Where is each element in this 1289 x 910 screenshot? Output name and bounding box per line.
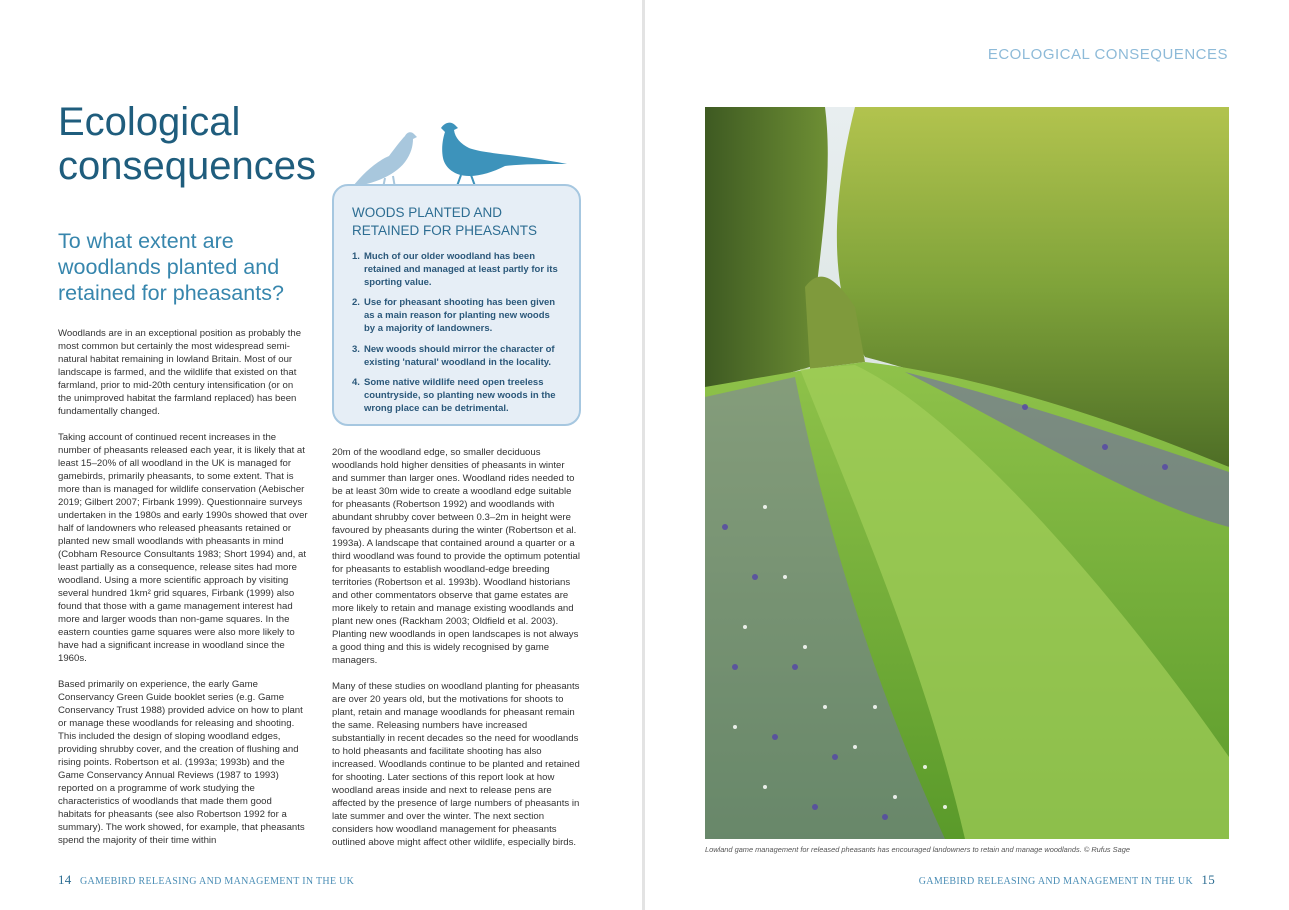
list-item-number: 3. (352, 343, 360, 355)
list-item (352, 377, 561, 415)
footer-right (919, 872, 1215, 888)
footer-left (58, 872, 354, 888)
photo-caption: Lowland game management for released pheasants has encouraged landowners to retain and manage woodlands. © Rufus Sage (705, 845, 1130, 854)
woodland-photo (705, 107, 1229, 839)
paragraph: Based primarily on experience, the early Game Conservancy Green Guide booklet series (e.g. Game Conservancy Trust 1988) provided advice on how to plant or manage these woodlands for releasing and shooting. This included the design of sloping woodland edges, providing shrubby cover, and the creation of flushing and rising points. Robertson et al. (1993a; 1993b) and the Game Conservancy Annual Reviews (1987 to 1993) reported on a programme of work studying the characteristics of woodlands that made them good habitats for pheasants (see also Robertson 1992 for a summary). The work showed, for example, that pheasants spend the majority of their time within (58, 679, 305, 846)
summary-box-title: WOODS PLANTED AND RETAINED FOR PHEASANTS (352, 205, 538, 238)
paragraph: Woodlands are in an exceptional position as probably the most common but certainly the most widespread semi-natural habitat remaining in lowland Britain. Most of our landscape is farmed, and the wildlife that existed on that farmland, prior to mid-20th century intensification (or on the unimproved habitat the farmland replaced) has been fundamentally changed. (58, 328, 302, 417)
right-page (645, 0, 1289, 910)
paragraph: Taking account of continued recent increases in the number of pheasants released each year, it is likely that at least 15–20% of all woodland in the UK is managed for gamebirds, primarily pheasants, to some extent. That is more than is managed for wildlife conservation (Aebischer 2019; Gilbert 2007; Firbank 1999). Questionnaire surveys undertaken in the 1980s and early 1990s showed that over half of landowners who released pheasants retained or planted new small woodlands with pheasants in mind (Cobham Resource Consultants 1983; Short 1994) and, at least partially as a consequence, release sites had more woodland. Using a more scientific approach by visiting several hundred 1km² grid squares, Firbank (1999) also found that those with a game management interest had more and larger woods than non-game squares. In the eastern counties game squares were also more likely to have had a significant increase in woodland since the 1960s. (58, 432, 308, 664)
list-item-number: 2. (352, 297, 360, 309)
left-page (0, 0, 642, 910)
list-item (352, 344, 561, 370)
page-number: 14 (58, 872, 72, 887)
pheasant-silhouettes-icon (345, 118, 570, 190)
section-header: ECOLOGICAL CONSEQUENCES (987, 46, 1228, 63)
page-title (58, 100, 316, 188)
list-item-number: 4. (352, 377, 360, 389)
list-item (352, 297, 561, 335)
body-column-1 (58, 327, 308, 860)
summary-box (332, 184, 581, 426)
page-subtitle: To what extent are woodlands planted and retained for pheasants? (58, 229, 284, 305)
footer-title: GAMEBIRD RELEASING AND MANAGEMENT IN THE UK (918, 876, 1193, 887)
footer-title: GAMEBIRD RELEASING AND MANAGEMENT IN THE UK (80, 876, 355, 887)
page-number: 15 (1201, 872, 1215, 887)
list-item-number: 1. (352, 251, 360, 262)
list-item-text: Use for pheasant shooting has been given as a main reason for planting new woods by a majority of landowners. (364, 297, 556, 334)
woodland-ride-image (705, 107, 1229, 839)
paragraph: Many of these studies on woodland planting for pheasants are over 20 years old, but the motivations for shoots to plant, retain and manage woodlands for pheasant remain the same. Releasing numbers have increased substantially in recent decades so the need for woodlands to hold pheasants and facilitate shooting has also increased. Woodlands continue to be planted and retained for shooting. Later sections of this report look at how woodland areas inside and next to release pens are affected by the presence of large numbers of pheasants in late summer and over the winter. The next section considers how woodland management for pheasants outlined above might affect other wildlife, especially birds. (332, 681, 580, 848)
body-column-2 (332, 446, 582, 862)
title-line-2: consequences (58, 144, 316, 188)
title-line-1: Ecological (58, 100, 241, 144)
paragraph: 20m of the woodland edge, so smaller deciduous woodlands hold higher densities of pheasants in winter and summer than larger ones. Woodland rides needed to be at least 30m wide to create a woodland edge suitable for pheasants (Robertson 1992) and woodlands with abundant shrubby cover between 0.3–2m in height were favoured by pheasants during the winter (Robertson et al. 1993a). A landscape that contained around a quarter or a third woodland was found to provide the optimum potential for pheasants to establish woodland-edge breeding territories (Robertson et al. 1993b). Woodland historians and other commentators observe that game estates are more likely to retain and manage existing woodlands and plant new ones (Rackham 2003; Oldfield et al. 2003). Planting new woodlands in open landscapes is not always a good thing and this is widely recognised by game managers. (332, 447, 580, 666)
list-item-text: Much of our older woodland has been retained and managed at least partly for its sporting value. (364, 251, 558, 288)
list-item-text: New woods should mirror the character of existing 'natural' woodland in the locality. (364, 343, 555, 368)
list-item-text: Some native wildlife need open treeless countryside, so planting new woods in the wrong place can be detrimental. (364, 377, 556, 414)
list-item (352, 251, 561, 289)
summary-list (352, 251, 561, 416)
